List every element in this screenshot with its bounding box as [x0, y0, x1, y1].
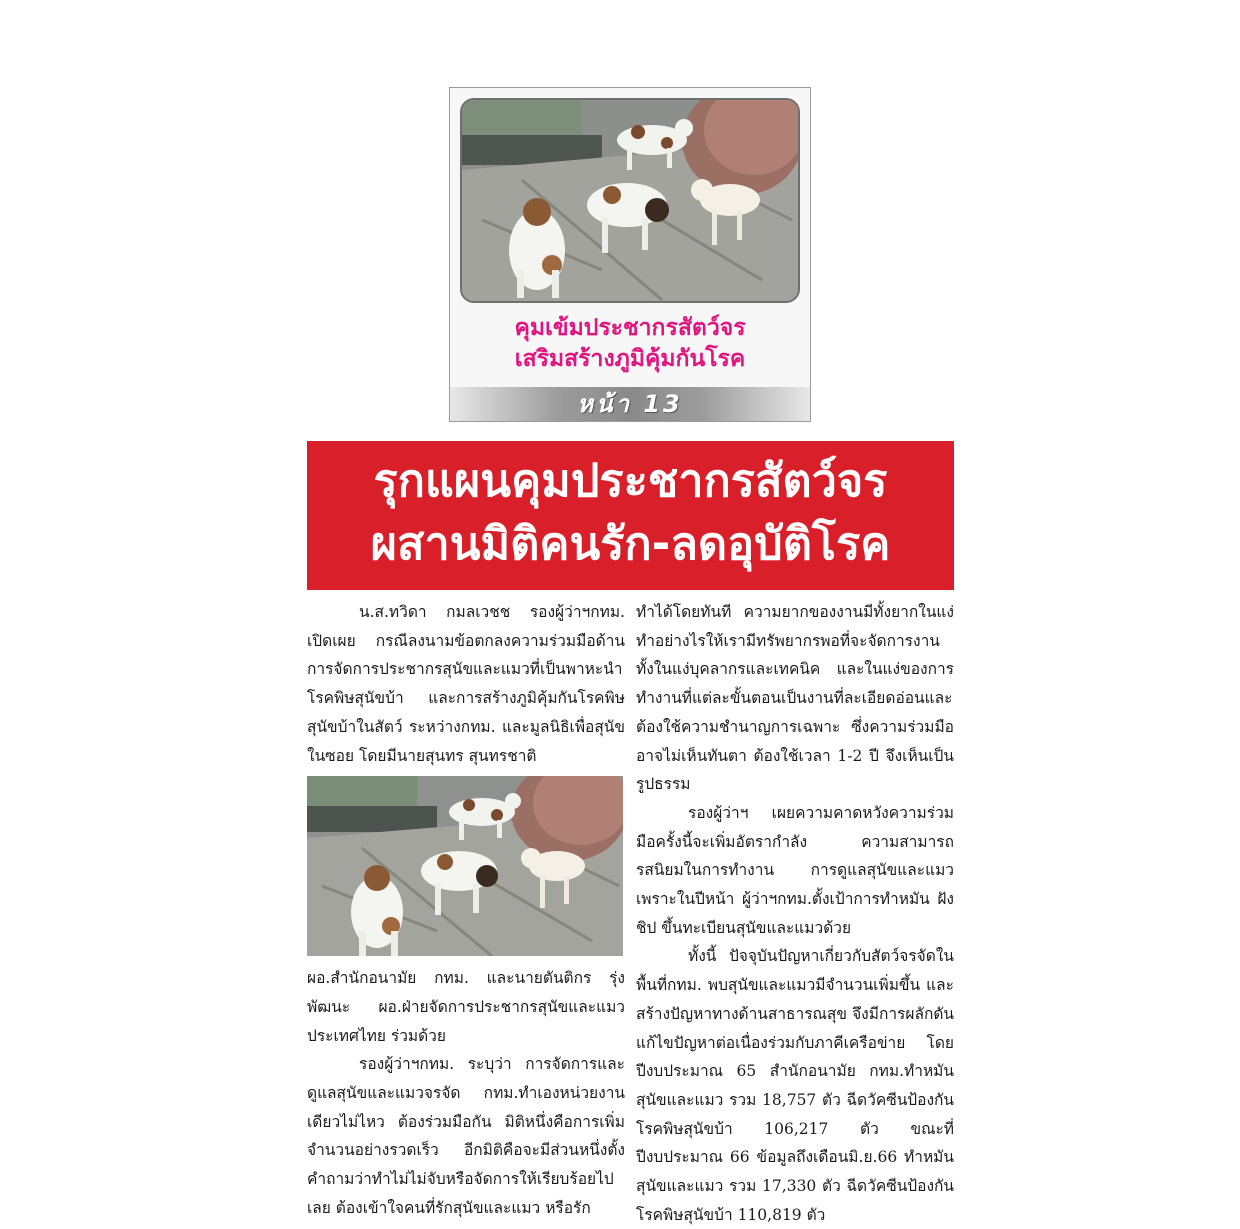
article-paragraph: ทั้งนี้ ปัจจุบันปัญหาเกี่ยวกับสัตว์จรจัดในพื้นที่กทม. พบสุนัขและแมวมีจำนวนเพิ่มขึ้น และสร้างปัญหาทางด้านสาธารณสุข จึงมีการผลักดันแก้ไขปัญหาต่อเนื่องร่วมกับภาคีเครือข่าย โดยปีงบประมาณ 65 สำนักอนามัย กทม.ทำหมันสุนัขและแมว รวม 18,757 ตัว ฉีดวัคซีนป้องกันโรคพิษสุนัขบ้า 106,217 ตัว ขณะที่ปีงบประมาณ 66 ข้อมูลถึงเดือนมิ.ย.66 ทำหมันสุนัขและแมว รวม 17,330 ตัว ฉีดวัคซีนป้องกันโรคพิษสุนัขบ้า 110,819 ตัว — [636, 947, 954, 1224]
headline-line1: รุกแผนคุมประชากรสัตว์จร — [373, 454, 888, 507]
article-paragraph: น.ส.ทวิดา กมลเวชช รองผู้ว่าฯกทม. เปิดเผย กรณีลงนามข้อตกลงความร่วมมือด้านการจัดการประชากรสุนัขและแมวที่เป็นพาหะนำโรคพิษสุนัขบ้า และการสร้างภูมิคุ้มกันโรคพิษสุนัขบ้าในสัตว์ ระหว่างกทม. และมูลนิธิเพื่อสุนัขในซอย โดยมีนายสุนทร สุนทรชาติ — [307, 603, 625, 765]
article-paragraph: รองผู้ว่าฯ เผยความคาดหวังความร่วมมือครั้งนี้จะเพิ่มอัตรากำลัง ความสามารถ รสนิยมในการทำงาน การดูแลสุนัขและแมว เพราะในปีหน้า ผู้ว่าฯกทม.ตั้งเป้าการทำหมัน ฝังชิป ขึ้นทะเบียนสุนัขและแมวด้วย — [636, 803, 954, 937]
dogs-photo — [460, 98, 800, 303]
teaser-caption-line1: คุมเข้มประชากรสัตว์จร — [514, 315, 746, 341]
article-paragraph: ผอ.สำนักอนามัย กทม. และนายตันติกร รุ่งพัฒนะ ผอ.ฝ่ายจัดการประชากรสุนัขและแมวประเทศไทย ร่วมด้วย — [307, 969, 625, 1045]
article-paragraph: รองผู้ว่าฯกทม. ระบุว่า การจัดการและดูแลสุนัขและแมวจรจัด กทม.ทำเองหน่วยงานเดียวไม่ไหว ต้องร่วมมือกัน มิติหนึ่งคือการเพิ่มจำนวนอย่างรวดเร็ว อีกมิติคือจะมีส่วนหนึ่งตั้งคำถามว่าทำไม่ไม่จับหรือจัดการให้เรียบร้อยไปเลย ต้องเข้าใจคนที่รักสุนัขและแมว หรือรัก — [307, 1055, 625, 1217]
teaser-caption — [450, 313, 810, 375]
article-column-left — [307, 598, 625, 1223]
article-paragraph: ทำได้โดยทันที ความยากของงานมีทั้งยากในแง่ทำอย่างไรให้เรามีทรัพยากรพอที่จะจัดการงานทั้งในแง่บุคลากรและเทคนิค และในแง่ของการทำงานที่แต่ละขั้นตอนเป็นงานที่ละเอียดอ่อนและต้องใช้ความชำนาญการเฉพาะ ซึ่งความร่วมมืออาจไม่เห็นทันตา ต้องใช้เวลา 1-2 ปี จึงเห็นเป็นรูปธรรม — [636, 603, 954, 794]
page-reference[interactable]: หน้า 13 — [450, 387, 810, 421]
article-dogs-photo — [307, 776, 623, 956]
article-column-right — [636, 598, 954, 1229]
headline-line2: ผสานมิติคนรัก-ลดอุบัติโรค — [370, 517, 891, 570]
teaser-caption-line2: เสริมสร้างภูมิคุ้มกันโรค — [514, 346, 746, 372]
headline-banner — [307, 441, 954, 590]
teaser-box[interactable] — [449, 87, 811, 422]
